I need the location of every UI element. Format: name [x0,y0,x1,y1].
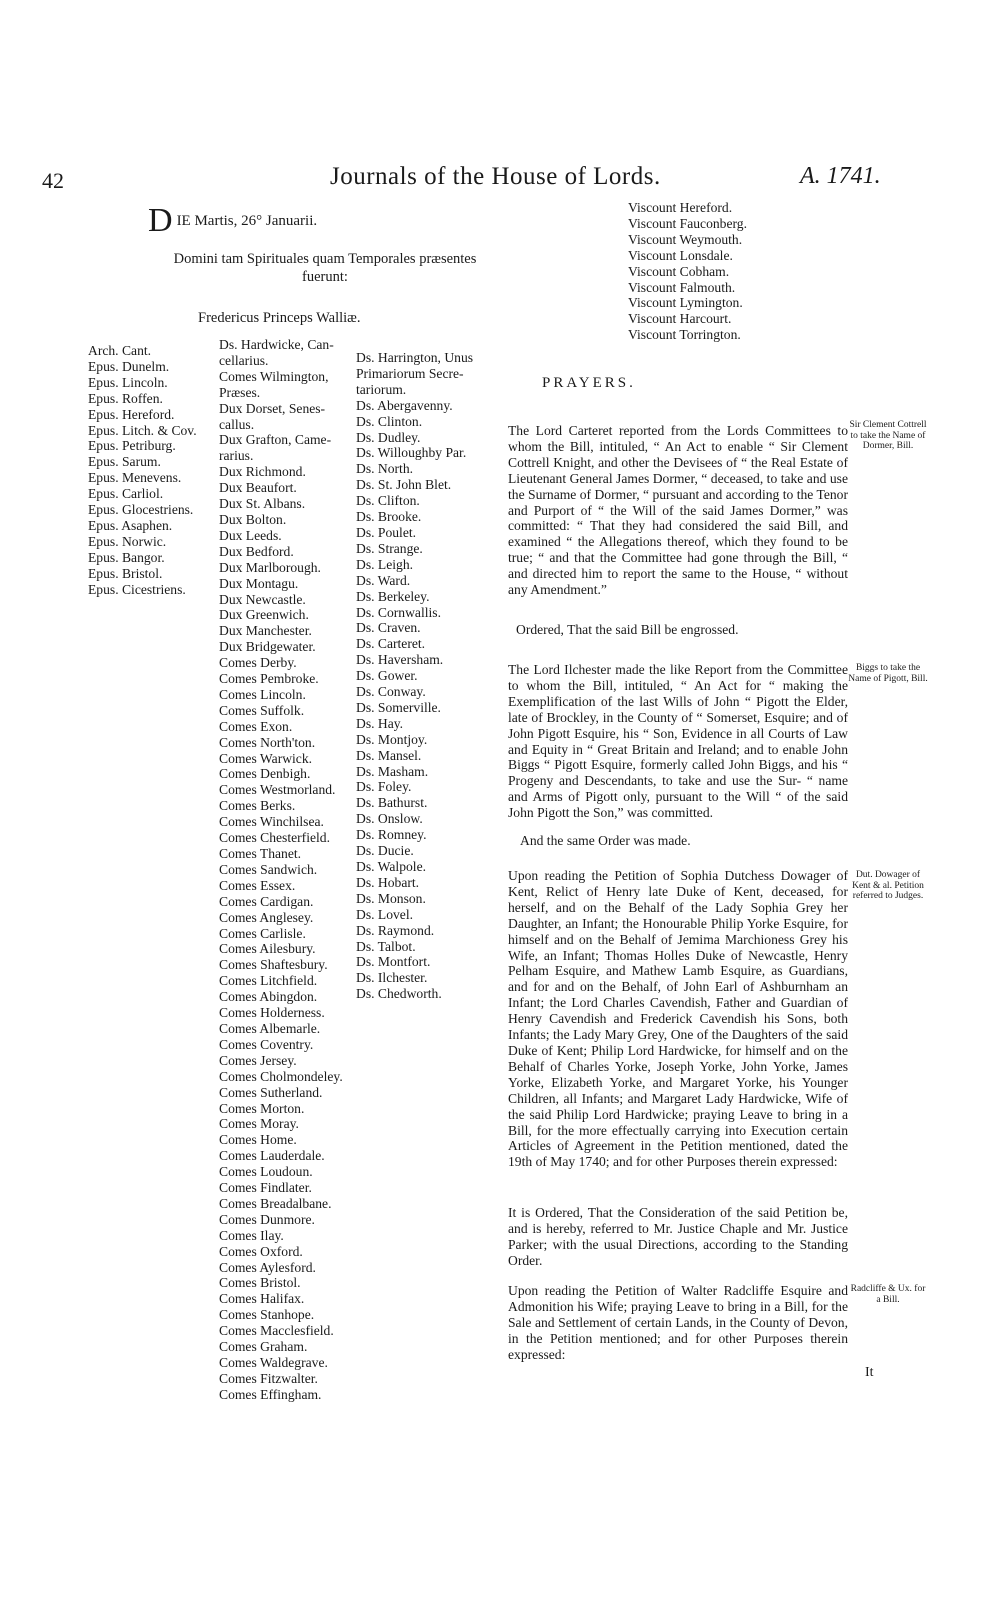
lord-entry: Dux Dorset, Senes- [219,400,326,416]
viscounts-list [628,200,747,343]
lord-entry: Comes Breadalbane. [219,1195,332,1211]
lord-entry: Ds. Hay. [356,715,404,731]
lord-entry: Comes Lauderdale. [219,1148,325,1164]
lord-entry: Comes Dunmore. [219,1211,315,1227]
viscount-entry: Viscount Torrington. [628,327,741,343]
margin-note-kent: Dut. Dowager of Kent & al. Petition referred to Judges. [852,870,924,901]
lord-entry: Dux Newcastle. [219,591,306,607]
lord-entry: Comes Coventry. [219,1036,314,1052]
lord-entry: Ds. Somerville. [356,699,441,715]
lord-entry: Dux Bolton. [219,511,287,527]
lord-entry: Comes Thanet. [219,846,302,861]
lord-entry: Ds. Ilchester. [356,970,428,986]
same-order-line: And the same Order was made. [520,833,691,848]
lord-entry: Ds. Willoughby Par. [356,445,467,461]
margin-note-dormer: Sir Clement Cottrell to take the Name of Dormer, Bill. [849,420,927,451]
lord-entry: Epus. Bristol. [88,565,163,581]
lord-entry: Comes Essex. [219,877,296,893]
lord-entry: cellarius. [219,352,269,368]
lord-entry: Ds. Masham. [356,763,429,779]
session-date-text: IE Martis, 26° Januarii. [176,213,318,229]
lord-entry: Dux Marlborough. [219,559,321,575]
lord-entry: Ds. Poulet. [356,524,417,540]
lord-entry: Comes Waldegrave. [219,1355,328,1370]
lord-entry: Comes Bristol. [219,1275,301,1291]
lord-entry: Epus. Norwic. [88,533,167,549]
margin-note-pigott: Biggs to take the Name of Pigott, Bill. [848,663,928,684]
lord-entry: Comes Berks. [219,798,296,814]
lord-entry: Ds. Walpole. [356,859,427,874]
petition-kent: Upon reading the Petition of Sophia Dutchess Dowager of Kent, Relict of Henry late Duke of Kent, deceased, for herself, and on the Behalf of the Lady Sophia Grey her Daughter, an Infant; the Honourable Philip Yorke Esquire, for himself and on the Behalf of Jemima Marchioness Grey his Wife, an Infant; Thomas Holles Duke of Newcastle, Henry Pelham Esquire, and Mathew Lamb Esquire, as Guardians, and for and on the Behalf, of John Earl of Ashburnham an Infant; the Lord Charles Cavendish, Father and Guardian of Henry Cavendish and Frederick Cavendish his Sons, both Infants; the Lady Mary Grey, One of the Daughters of the said Duke of Kent; Philip Lord Hardwicke, for himself and on the Behalf of Charles Yorke, Joseph Yorke, John Yorke, James Yorke, Elizabeth Yorke, and Margaret Yorke, his Younger Children, all Infants; and Margaret Lady Hardwicke, Wife of the said Philip Lord Hardwicke; praying Leave to bring in a Bill, for the more effectually carrying into Execution certain Articles of Agreement in the Petition mentioned, dated the 19th of May 1740; and for other Purposes therein expressed: [508,868,848,1170]
lord-entry: Ds. Ward. [356,572,411,588]
lord-entry: Ds. Chedworth. [356,986,442,1002]
viscount-entry: Viscount Cobham. [628,263,730,279]
lord-entry: Comes Winchilsea. [219,814,324,830]
attendance-heading: Domini tam Spirituales quam Temporales præsentes fuerunt: [173,251,477,285]
lord-entry: Comes Macclesfield. [219,1323,334,1339]
lord-entry: Comes Chesterfield. [219,830,330,846]
lord-entry: Dux Grafton, Came- [219,432,332,448]
lord-entry: Ds. Dudley. [356,429,421,445]
lord-entry: callus. [219,416,255,432]
lord-entry: Ds. Gower. [356,668,418,684]
lord-entry: Epus. Litch. & Cov. [88,422,197,438]
viscount-entry: Viscount Hereford. [628,200,733,215]
order-referred-judges: It is Ordered, That the Consideration of the said Petition be, and is hereby, referred to Mr. Justice Chaple and Mr. Justice Parker; with the usual Directions, according to the Standing Order. [508,1205,848,1268]
lord-entry: Comes Fitzwalter. [219,1370,318,1386]
lord-entry: Comes Sandwich. [219,861,318,877]
lord-entry: Comes Suffolk. [219,702,305,718]
lord-entry: Comes Westmorland. [219,782,336,798]
lord-entry: Ds. Harrington, Unus [356,350,474,365]
lord-entry: Ds. St. John Blet. [356,477,452,493]
lord-entry: Ds. Montfort. [356,954,431,970]
temporal-lords-column [219,337,343,1403]
lord-entry: Comes Ilay. [219,1227,284,1243]
lord-entry: Comes Jersey. [219,1052,297,1068]
lord-entry: Comes Shaftesbury. [219,957,328,973]
lord-entry: Comes Exon. [219,718,293,734]
lord-entry: Ds. North. [356,461,414,477]
lord-entry: Epus. Bangor. [88,549,165,565]
lord-entry: Epus. Menevens. [88,470,182,486]
report-dormer-bill: The Lord Carteret reported from the Lords Committees to whom the Bill, intituled, “ An Act to enable “ Sir Clement Cottrell Knight, and other the Devisees of “ the Real Estate of Lieutenant General James Dormer, “ deceased, to take and use the Surname of Dormer, “ pursuant and according to the Tenor and Purport of “ the Will of the said James Dormer,” was committed: “ That they had considered the said Bill, and examined “ the Allegations thereof, which they found to be true; “ and that the Committee had gone through the Bill, “ and directed him to report the same to the House, “ without any Amendment.” [508,423,848,598]
lord-entry: rarius. [219,448,254,464]
lord-entry: Ds. Brooke. [356,509,422,525]
drop-cap: D [148,202,173,239]
lord-entry: Dux St. Albans. [219,496,306,512]
page-number: 42 [42,168,64,193]
spiritual-lords-column [88,343,197,598]
lord-entry: Dux Manchester. [219,623,312,639]
lord-entry: Comes Oxford. [219,1243,303,1259]
lord-entry: Comes Ailesbury. [219,941,316,957]
lord-entry: Comes Stanhope. [219,1307,315,1323]
lord-entry: Comes Abingdon. [219,989,318,1005]
lord-entry: Ds. Leigh. [356,556,414,572]
lord-entry: Comes Denbigh. [219,766,311,782]
lord-entry: Ds. Foley. [356,779,412,795]
lord-entry: Dux Richmond. [219,464,306,480]
lord-entry: Epus. Carliol. [88,486,164,502]
lord-entry: Epus. Asaphen. [88,517,173,533]
lord-entry: Dux Bedford. [219,543,294,559]
lord-entry: Comes Albemarle. [219,1020,321,1036]
lord-entry: Comes Halifax. [219,1291,305,1307]
viscount-entry: Viscount Harcourt. [628,311,732,327]
lord-entry: Comes Cholmondeley. [219,1068,343,1084]
lord-entry: Comes Graham. [219,1339,308,1355]
lord-entry: Dux Beaufort. [219,480,297,496]
petition-radcliffe: Upon reading the Petition of Walter Radcliffe Esquire and Admonition his Wife; praying Leave to bring in a Bill, for the Sale and Settlement of certain Lands, in the County of Devon, in the Petition mentioned; and for other Purposes therein expressed: [508,1283,848,1362]
report-pigott-bill: The Lord Ilchester made the like Report from the Committee to whom the Bill, intituled, “ An Act for “ making the Exemplification of the last Wills of John “ Pigott the Elder, late of Brockley, in the County of “ Somerset, Esquire; and of John Pigott Esquire, his “ Son, Evidence in all Courts of Law and Equity in “ Great Britain and Ireland; and to enable John Biggs “ Pigott Esquire, formerly called John Biggs, and his “ Progeny and Descendants, to take and use the Sur- “ name and Arms of Pigott only, pursuant to the Will “ of the said John Pigott the Son,” was committed. [508,662,848,821]
lord-entry: Comes Carlisle. [219,925,306,941]
lord-entry: Ds. Monson. [356,890,426,906]
lord-entry: Epus. Roffen. [88,390,163,406]
lord-entry: Comes Litchfield. [219,973,318,989]
viscount-entry: Viscount Fauconberg. [628,215,747,231]
lord-entry: Comes Holderness. [219,1005,325,1021]
lord-entry: Ds. Conway. [356,684,426,700]
viscount-entry: Viscount Lonsdale. [628,247,733,263]
lord-entry: Ds. Montjoy. [356,731,428,747]
lord-entry: Dux Montagu. [219,575,299,591]
margin-note-radcliffe: Radcliffe & Ux. for a Bill. [850,1284,926,1305]
lord-entry: Epus. Dunelm. [88,358,170,374]
lord-entry: Comes Findlater. [219,1180,312,1196]
lord-entry: Ds. Lovel. [356,906,414,922]
lord-entry: Ds. Haversham. [356,652,444,668]
lord-entry: Ds. Bathurst. [356,795,428,811]
lord-entry: Ds. Clifton. [356,493,420,509]
lord-entry: Comes Anglesey. [219,909,314,925]
lord-entry: Ds. Hardwicke, Can- [219,337,334,352]
lord-entry: Comes Morton. [219,1100,305,1116]
running-title: Journals of the House of Lords. [330,163,661,190]
prayers-heading: PRAYERS. [542,375,636,391]
lord-entry: Epus. Glocestriens. [88,502,194,518]
lord-entry: Primariorum Secre- [356,365,464,381]
lord-entry: Epus. Sarum. [88,454,161,470]
lord-entry: Ds. Clinton. [356,413,423,429]
lord-entry: Ds. Hobart. [356,874,420,890]
lord-entry: Ds. Onslow. [356,811,423,827]
lord-entry: Ds. Raymond. [356,922,435,938]
lord-entry: Ds. Cornwallis. [356,604,441,620]
lord-entry: Ds. Ducie. [356,843,414,859]
princeps-line: Fredericus Princeps Walliæ. [198,310,361,326]
lord-entry: Comes Pembroke. [219,671,319,687]
lord-entry: Comes Derby. [219,655,297,671]
lord-entry: Epus. Cicestriens. [88,581,186,597]
lord-entry: Epus. Hereford. [88,406,175,422]
lord-entry: Ds. Craven. [356,620,421,636]
lord-entry: Comes Lincoln. [219,686,306,702]
lord-entry: Comes Effingham. [219,1386,322,1402]
lord-entry: Epus. Lincoln. [88,374,168,390]
lord-entry: Ds. Carteret. [356,636,426,652]
lord-entry: Ds. Strange. [356,540,423,556]
lord-entry: Comes Cardigan. [219,893,314,909]
lord-entry: tariorum. [356,381,407,397]
lord-entry: Comes Aylesford. [219,1259,316,1275]
lord-entry: Dux Greenwich. [219,607,309,623]
lord-entry: Ds. Romney. [356,827,427,843]
lord-entry: Ds. Abergavenny. [356,397,453,413]
lord-entry: Dux Bridgewater. [219,639,316,655]
lord-entry: Epus. Petriburg. [88,438,176,454]
lord-entry: Comes Loudoun. [219,1164,313,1180]
lord-entry: Dux Leeds. [219,527,282,543]
lord-entry: Comes Moray. [219,1116,299,1132]
lord-entry: Ds. Mansel. [356,747,422,763]
viscount-entry: Viscount Weymouth. [628,231,743,247]
lord-entry: Comes Warwick. [219,750,313,766]
lord-entry: Ds. Talbot. [356,938,416,954]
viscount-entry: Viscount Falmouth. [628,279,736,295]
catchword: It [865,1365,874,1380]
session-date-line [148,202,317,240]
barons-column [356,350,473,1002]
order-engrossed: Ordered, That the said Bill be engrossed. [516,622,739,637]
lord-entry: Comes Home. [219,1132,297,1148]
lord-entry: Comes Wilmington, [219,368,329,384]
lord-entry: Comes North'ton. [219,734,316,750]
running-year: A. 1741. [800,163,881,189]
lord-entry: Præses. [219,384,261,400]
lord-entry: Arch. Cant. [88,343,152,358]
lord-entry: Comes Sutherland. [219,1084,323,1100]
viscount-entry: Viscount Lymington. [628,295,743,311]
lord-entry: Ds. Berkeley. [356,588,430,604]
